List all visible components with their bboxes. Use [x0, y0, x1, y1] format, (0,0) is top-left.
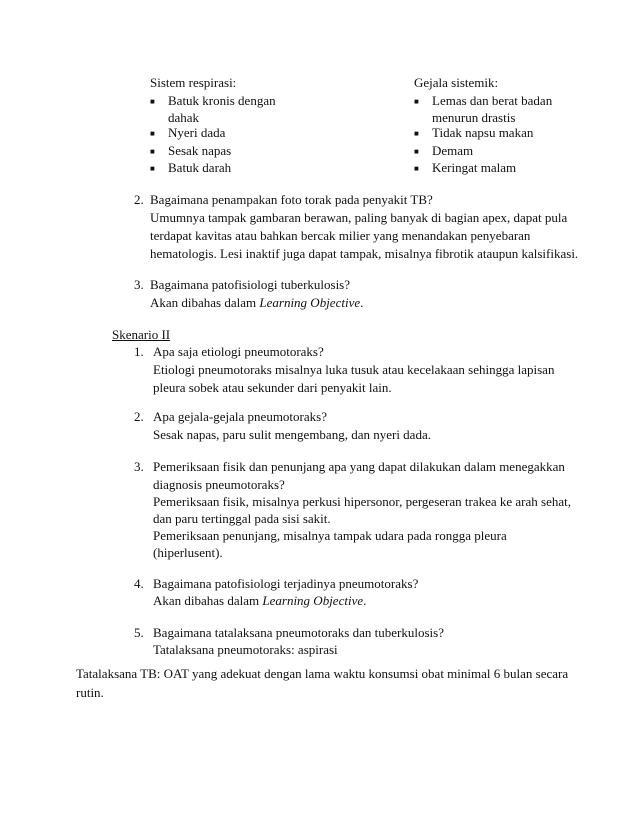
answer-line: Tatalaksana pneumotoraks: aspirasi: [153, 642, 338, 657]
answer-suffix: .: [363, 593, 367, 608]
question-number: 2.: [134, 409, 144, 424]
question-text: Bagaimana patofisiologi tuberkulosis?: [150, 277, 351, 292]
answer-suffix: .: [360, 295, 364, 310]
answer-prefix: Akan dibahas dalam: [153, 593, 263, 608]
list-item: Keringat malam: [432, 160, 517, 175]
question-number: 3.: [134, 277, 144, 292]
question-number: 2.: [134, 192, 144, 207]
answer-line: Umumnya tampak gambaran berawan, paling banyak di bagian apex, dapat pula: [150, 210, 568, 225]
paragraph-line: rutin.: [76, 685, 104, 700]
list-item: Nyeri dada: [168, 125, 226, 140]
list-item: Demam: [432, 143, 474, 158]
section-title: Skenario II: [112, 327, 171, 342]
answer-line: hematologis. Lesi inaktif juga dapat tampak, misalnya fibrotik ataupun kalsifikasi.: [150, 246, 579, 261]
answer-line: pleura sobek atau sekunder dari penyakit lain.: [153, 380, 392, 395]
question-text: Apa saja etiologi pneumotoraks?: [153, 344, 324, 359]
question-number: 1.: [134, 344, 144, 359]
bullet-icon: ■: [414, 97, 419, 106]
answer-line: [150, 294, 363, 311]
question-number: 5.: [134, 625, 144, 640]
bullet-icon: ■: [414, 129, 419, 138]
answer-line: Sesak napas, paru sulit mengembang, dan nyeri dada.: [153, 427, 431, 442]
answer-prefix: Akan dibahas dalam: [150, 295, 260, 310]
answer-line: dan paru tertinggal pada sisi sakit.: [153, 511, 331, 526]
question-text: Bagaimana tatalaksana pneumotoraks dan tuberkulosis?: [153, 625, 444, 640]
bullet-icon: ■: [414, 164, 419, 173]
answer-line: terdapat kavitas atau bahkan bercak milier yang menandakan penyebaran: [150, 228, 531, 243]
bullet-icon: ■: [414, 147, 419, 156]
gejala-sistemik-heading: Gejala sistemik:: [414, 75, 499, 90]
learning-objective-text: Learning Objective: [259, 295, 361, 310]
bullet-icon: ■: [150, 147, 155, 156]
learning-objective-text: Learning Objective: [262, 593, 364, 608]
list-item: Batuk darah: [168, 160, 232, 175]
question-text: Pemeriksaan fisik dan penunjang apa yang dapat dilakukan dalam menegakkan: [153, 459, 565, 474]
question-text: diagnosis pneumotoraks?: [153, 477, 285, 492]
list-item: menurun drastis: [432, 110, 516, 125]
answer-line: Etiologi pneumotoraks misalnya luka tusuk atau kecelakaan sehingga lapisan: [153, 362, 555, 377]
bullet-icon: ■: [150, 129, 155, 138]
list-item: Sesak napas: [168, 143, 232, 158]
question-text: Bagaimana penampakan foto torak pada penyakit TB?: [150, 192, 433, 207]
list-item: Tidak napsu makan: [432, 125, 534, 140]
list-item: Lemas dan berat badan: [432, 93, 553, 108]
question-text: Bagaimana patofisiologi terjadinya pneumotoraks?: [153, 576, 419, 591]
sistem-respirasi-heading: Sistem respirasi:: [150, 75, 237, 90]
paragraph-line: Tatalaksana TB: OAT yang adekuat dengan lama waktu konsumsi obat minimal 6 bulan secara: [76, 666, 569, 681]
answer-line: Pemeriksaan fisik, misalnya perkusi hipersonor, pergeseran trakea ke arah sehat,: [153, 494, 571, 509]
question-number: 4.: [134, 576, 144, 591]
list-item: dahak: [168, 110, 200, 125]
list-item: Batuk kronis dengan: [168, 93, 276, 108]
answer-line: [153, 592, 366, 609]
bullet-icon: ■: [150, 97, 155, 106]
question-text: Apa gejala-gejala pneumotoraks?: [153, 409, 327, 424]
bullet-icon: ■: [150, 164, 155, 173]
answer-line: Pemeriksaan penunjang, misalnya tampak udara pada rongga pleura: [153, 528, 507, 543]
answer-line: (hiperlusent).: [153, 545, 223, 560]
question-number: 3.: [134, 459, 144, 474]
